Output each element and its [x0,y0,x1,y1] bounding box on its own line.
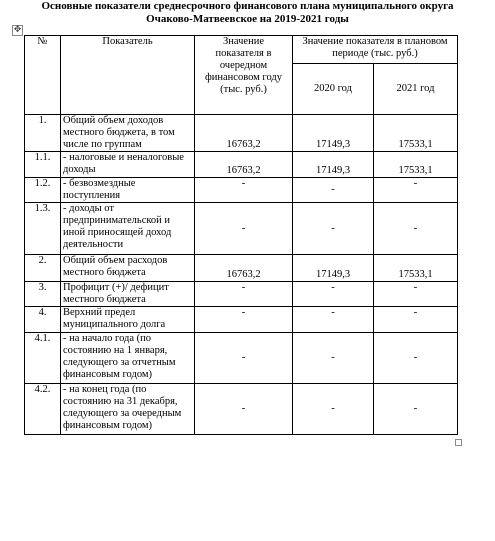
row-2021: - [374,307,458,333]
row-indicator: - на конец года (по состоянию на 31 декабря, следующего за очередным финансовым годом) [61,384,195,435]
table-row [25,384,458,435]
row-num: 1.2. [25,178,61,203]
title-line-2: Очаково-Матвеевское на 2019-2021 годы [146,13,349,25]
row-num: 4. [25,307,61,333]
header-current-year: Значение показателя в очередном финансовом году (тыс. руб.) [195,36,293,115]
row-indicator: - доходы от предпринимательской и иной приносящей доход деятельности [61,203,195,255]
row-num: 4.1. [25,333,61,384]
row-current: 16763,2 [195,255,293,282]
table-row [25,152,458,178]
row-2021: - [374,384,458,435]
table-row [25,178,458,203]
row-num: 2. [25,255,61,282]
row-2021: - [374,282,458,307]
table-row [25,307,458,333]
financial-plan-table [24,35,458,435]
table-row [25,282,458,307]
row-current: - [195,384,293,435]
row-num: 1. [25,115,61,152]
row-current: - [195,282,293,307]
row-2020: 17149,3 [293,152,374,178]
row-indicator: Общий объем расходов местного бюджета [61,255,195,282]
row-2021: - [374,333,458,384]
header-2020: 2020 год [293,64,374,115]
resize-handle-icon[interactable] [455,439,462,446]
header-indicator: Показатель [61,36,195,115]
row-2020: - [293,203,374,255]
table-row [25,203,458,255]
row-indicator: - на начало года (по состоянию на 1 января, следующего за отчетным финансовым годом) [61,333,195,384]
row-num: 4.2. [25,384,61,435]
row-2020: - [293,178,374,203]
table-row [25,115,458,152]
move-handle-icon[interactable]: ✥ [13,25,22,35]
row-current: - [195,307,293,333]
row-num: 1.1. [25,152,61,178]
header-num: № [25,36,61,115]
row-current: - [195,333,293,384]
row-current: - [195,178,293,203]
row-indicator: Профицит (+)/ дефицит местного бюджета [61,282,195,307]
row-indicator: Верхний предел муниципального долга [61,307,195,333]
row-2021: - [374,203,458,255]
row-current: 16763,2 [195,152,293,178]
header-row [25,36,458,64]
row-indicator: - безвозмездные поступления [61,178,195,203]
row-2020: - [293,282,374,307]
header-planned-period: Значение показателя в плановом периоде (тыс. руб.) [293,36,458,64]
table-row [25,255,458,282]
row-2020: - [293,333,374,384]
row-2020: - [293,307,374,333]
title-line-1: Основные показатели среднесрочного финансового плана муниципального округа [41,0,454,12]
document-title [0,0,495,26]
row-indicator: - налоговые и неналоговые доходы [61,152,195,178]
row-2021: 17533,1 [374,255,458,282]
row-indicator: Общий объем доходов местного бюджета, в том числе по группам [61,115,195,152]
row-2021: 17533,1 [374,152,458,178]
row-num: 3. [25,282,61,307]
row-2021: 17533,1 [374,115,458,152]
row-current: - [195,203,293,255]
row-2020: - [293,384,374,435]
header-2021: 2021 год [374,64,458,115]
table-row [25,333,458,384]
row-2020: 17149,3 [293,115,374,152]
row-2021: - [374,178,458,203]
row-2020: 17149,3 [293,255,374,282]
row-num: 1.3. [25,203,61,255]
row-current: 16763,2 [195,115,293,152]
